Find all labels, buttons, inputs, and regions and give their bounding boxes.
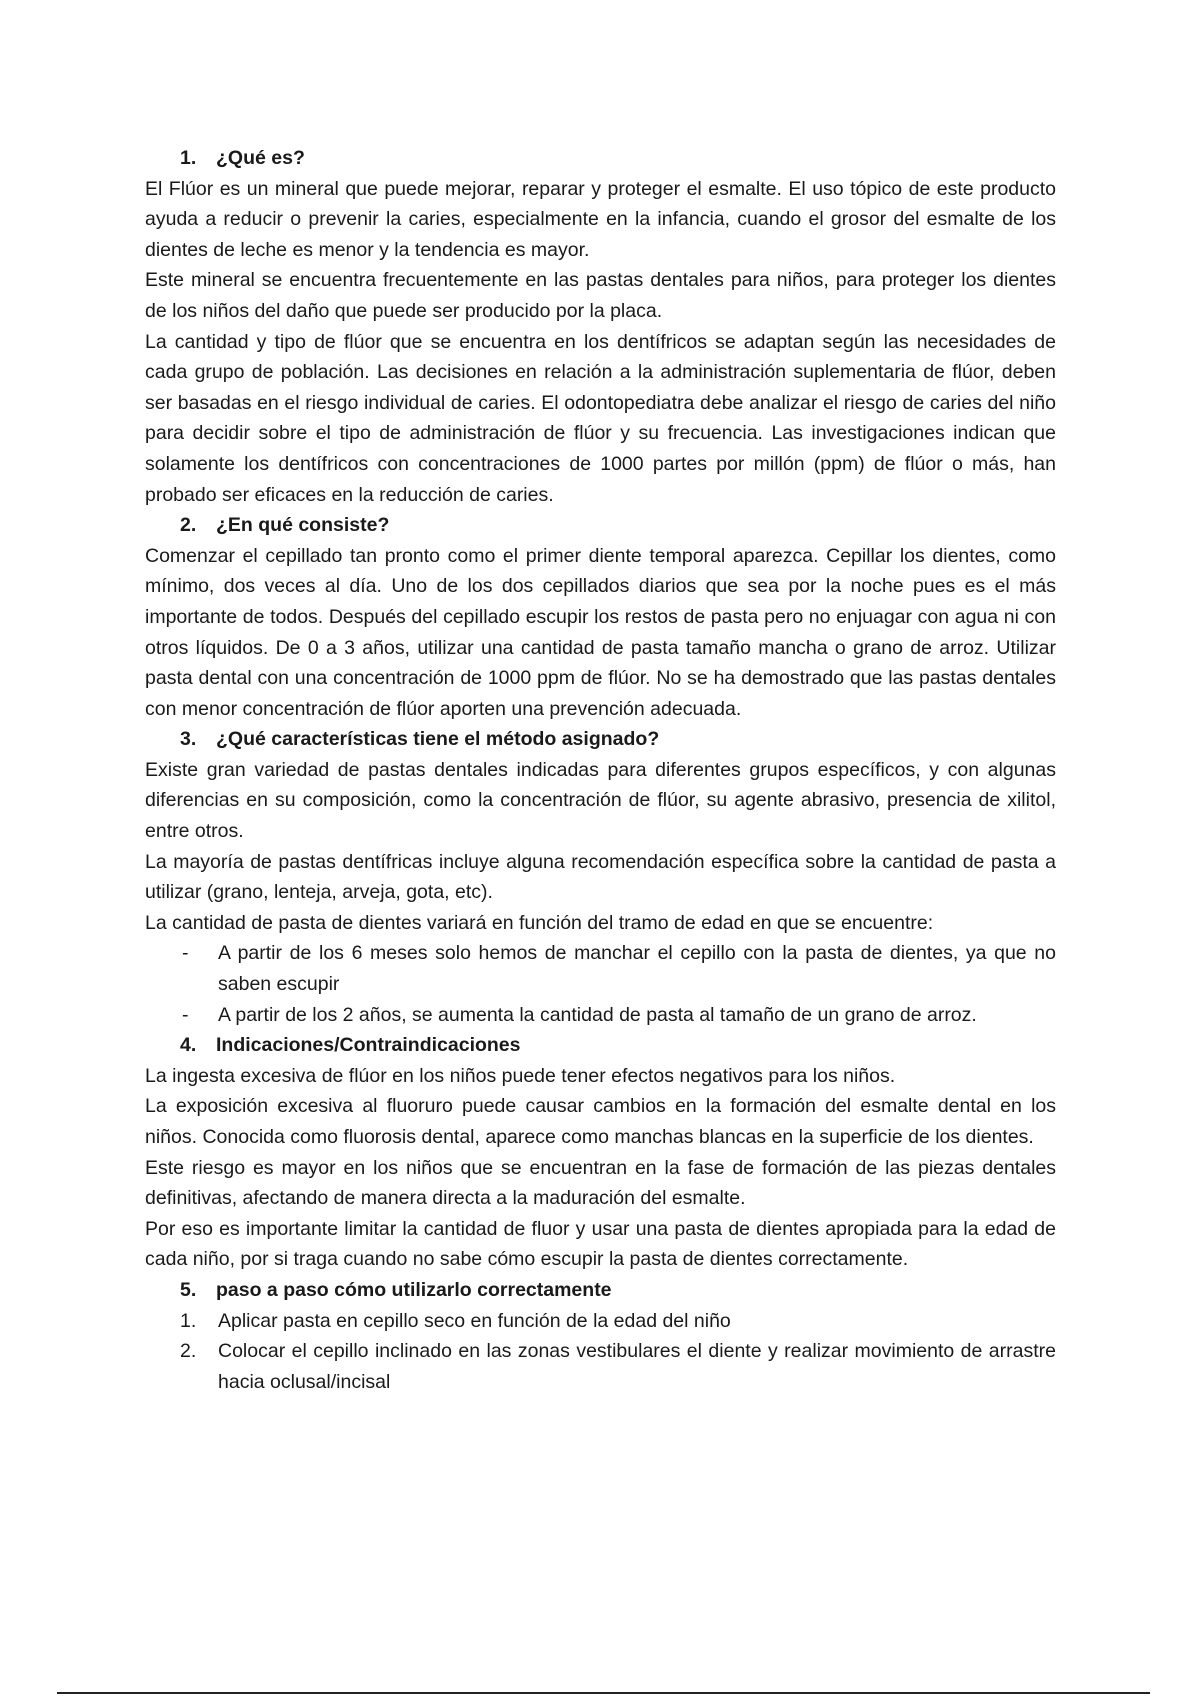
step-number: 2. bbox=[180, 1340, 197, 1363]
section-title: Indicaciones/Contraindicaciones bbox=[216, 1034, 521, 1057]
section-heading bbox=[145, 143, 1056, 174]
bullet-item bbox=[145, 1000, 1056, 1031]
section-number: 3. bbox=[180, 728, 197, 751]
bullet-text: A partir de los 6 meses solo hemos de manchar el cepillo con la pasta de dientes, ya que no saben escupir bbox=[218, 942, 1056, 996]
bullet-marker: - bbox=[182, 1003, 189, 1026]
bullet-text: A partir de los 2 años, se aumenta la cantidad de pasta al tamaño de un grano de arroz. bbox=[218, 1003, 977, 1026]
section-number: 5. bbox=[180, 1278, 197, 1301]
step-item bbox=[145, 1336, 1056, 1397]
paragraph: La exposición excesiva al fluoruro puede causar cambios en la formación del esmalte dental en los niños. Conocida como fluorosis dental, aparece como manchas blancas en la superficie de los dientes. bbox=[145, 1095, 1056, 1148]
section-title: ¿Qué es? bbox=[216, 147, 305, 169]
step-number: 1. bbox=[180, 1309, 197, 1332]
step-text: Colocar el cepillo inclinado en las zonas vestibulares el diente y realizar movimiento de arrastre hacia oclusal/incisal bbox=[218, 1340, 1056, 1393]
paragraph: Por eso es importante limitar la cantidad de fluor y usar una pasta de dientes apropiada para la edad de cada niño, por si traga cuando no sabe cómo escupir la pasta de dientes correctamente. bbox=[145, 1217, 1056, 1271]
document-body bbox=[145, 143, 1056, 1397]
bullet-marker: - bbox=[182, 942, 189, 965]
section-number: 4. bbox=[180, 1034, 197, 1057]
paragraph: Este riesgo es mayor en los niños que se encuentran en la fase de formación de las piezas dentales definitivas, afectando de manera directa a la maduración del esmalte. bbox=[145, 1156, 1056, 1210]
section-title: paso a paso cómo utilizarlo correctamente bbox=[216, 1278, 612, 1301]
paragraph: La ingesta excesiva de flúor en los niños puede tener efectos negativos para los niños. bbox=[145, 1064, 896, 1087]
paragraph: El Flúor es un mineral que puede mejorar, reparar y proteger el esmalte. El uso tópico de este producto ayuda a reducir o prevenir la caries, especialmente en la infancia, cuando el grosor del esmalte de los dientes de leche es menor y la tendencia es mayor. bbox=[145, 177, 1056, 261]
paragraph: La cantidad de pasta de dientes variará en función del tramo de edad en que se encuentre: bbox=[145, 911, 934, 934]
section-heading bbox=[145, 1275, 1056, 1306]
section-heading bbox=[145, 510, 1056, 541]
section-number: 1. bbox=[180, 147, 197, 169]
section-number: 2. bbox=[180, 514, 197, 537]
bullet-item bbox=[145, 938, 1056, 999]
step-item bbox=[145, 1306, 1056, 1337]
paragraph: Existe gran variedad de pastas dentales indicadas para diferentes grupos específicos, y con algunas diferencias en su composición, como la concentración de flúor, su agente abrasivo, presencia de xilitol, entre otros. bbox=[145, 758, 1056, 843]
section-title: ¿En qué consiste? bbox=[216, 514, 390, 537]
section-heading bbox=[145, 1030, 1056, 1061]
bottom-divider bbox=[57, 1692, 1150, 1694]
step-text: Aplicar pasta en cepillo seco en función de la edad del niño bbox=[218, 1309, 731, 1332]
section-heading bbox=[145, 724, 1056, 755]
section-title: ¿Qué características tiene el método asignado? bbox=[216, 728, 660, 751]
paragraph: La mayoría de pastas dentífricas incluye alguna recomendación específica sobre la cantidad de pasta a utilizar (grano, lenteja, arveja, gota, etc). bbox=[145, 850, 1056, 904]
paragraph: Comenzar el cepillado tan pronto como el primer diente temporal aparezca. Cepillar los dientes, como mínimo, dos veces al día. Uno de los dos cepillados diarios que sea por la noche pues es el más importante de todos. Después del cepillado escupir los restos de pasta pero no enjuagar con agua ni con otros líquidos. De 0 a 3 años, utilizar una cantidad de pasta tamaño mancha o grano de arroz. Utilizar pasta dental con una concentración de 1000 ppm de flúor. No se ha demostrado que las pastas dentales con menor concentración de flúor aporten una prevención adecuada. bbox=[145, 544, 1056, 720]
paragraph: La cantidad y tipo de flúor que se encuentra en los dentífricos se adaptan según las necesidades de cada grupo de población. Las decisiones en relación a la administración suplementaria de flúor, deben ser basadas en el riesgo individual de caries. El odontopediatra debe analizar el riesgo de caries del niño para decidir sobre el tipo de administración de flúor y su frecuencia. Las investigaciones indican que solamente los dentífricos con concentraciones de 1000 partes por millón (ppm) de flúor o más, han probado ser eficaces en la reducción de caries. bbox=[145, 330, 1056, 506]
paragraph: Este mineral se encuentra frecuentemente en las pastas dentales para niños, para proteger los dientes de los niños del daño que puede ser producido por la placa. bbox=[145, 269, 1056, 322]
